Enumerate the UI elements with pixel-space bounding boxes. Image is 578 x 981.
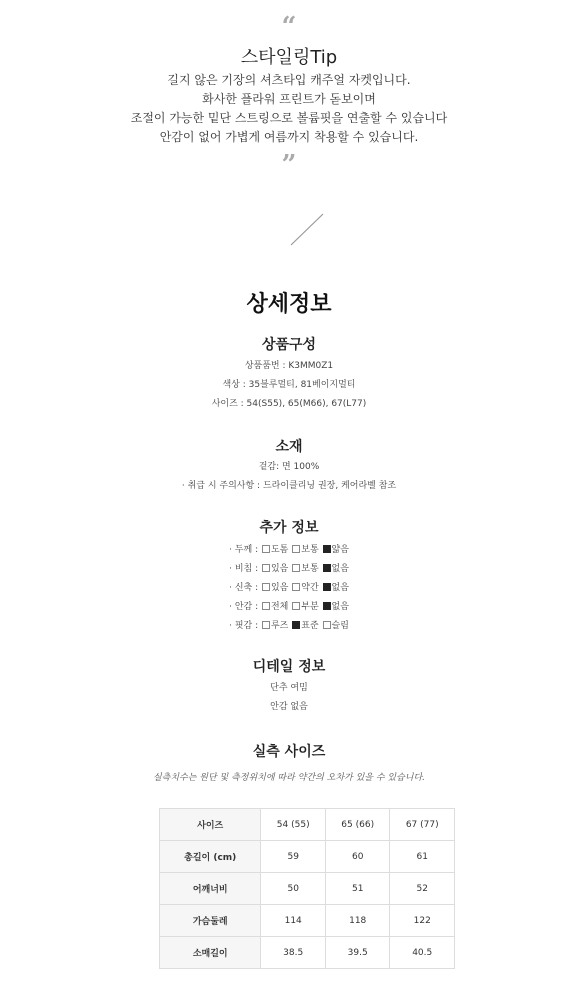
unchecked-box-icon [262,545,270,553]
unchecked-box-icon [292,564,300,572]
table-cell: 50 [261,873,326,905]
extra-info-option: 루즈 [270,621,289,631]
detail-info-line: 단추 여밈 [270,683,308,693]
extra-info-option: 없음 [331,602,349,612]
extra-info-row [0,560,578,579]
composition-line: 색상 : 35블루멀티, 81베이지멀티 [222,380,356,390]
table-cell: 39.5 [325,937,390,969]
extra-info-option: 부분 [301,602,319,612]
extra-info-option: 전체 [270,602,289,612]
unchecked-box-icon [323,621,331,629]
unchecked-box-icon [292,545,300,553]
material-line: 겉감: 면 100% [258,462,320,472]
table-cell: 114 [261,905,326,937]
measure-title: 실측 사이즈 [252,744,326,760]
tip-line: 안감이 없어 가볍게 여름까지 착용할 수 있습니다. [159,130,419,144]
measure-note: 실측치수는 원단 및 측정위치에 따라 약간의 오차가 있을 수 있습니다. [152,773,426,783]
extra-info-option: 얇음 [331,545,349,555]
detail-info-title: 디테일 정보 [252,659,326,675]
extra-info-option: 있음 [270,583,289,593]
extra-info-label: · 두께 : [229,545,259,555]
extra-info-option: 슬림 [331,621,349,631]
tip-line: 길지 않은 기장의 셔츠타입 캐주얼 자켓입니다. [167,73,411,87]
checked-box-icon [323,583,331,591]
tip-description [0,71,578,147]
extra-info-option: 도톰 [270,545,289,555]
unchecked-box-icon [292,583,300,591]
extra-info-option: 표준 [301,621,319,631]
table-header-cell: 사이즈 [160,809,261,841]
unchecked-box-icon [292,602,300,610]
composition-line: 상품품번 : K3MM0Z1 [244,361,334,371]
open-quote-icon: “ [281,12,297,42]
extra-info-option: 있음 [270,564,289,574]
table-cell: 40.5 [390,937,455,969]
table-cell: 118 [325,905,390,937]
unchecked-box-icon [262,621,270,629]
table-cell: 38.5 [261,937,326,969]
table-row-label: 가슴둘레 [160,905,261,937]
table-row-label: 소매길이 [160,937,261,969]
checked-box-icon [292,621,300,629]
extra-info-list [0,541,578,636]
extra-info-option: 없음 [331,564,349,574]
table-row [160,905,455,937]
composition-title: 상품구성 [261,337,317,353]
table-cell: 59 [261,841,326,873]
material-line: · 취급 시 주의사항 : 드라이클리닝 권장, 케어라벨 참조 [181,481,397,491]
table-cell: 61 [390,841,455,873]
table-cell: 52 [390,873,455,905]
checked-box-icon [323,602,331,610]
extra-info-label: · 신축 : [229,583,259,593]
tip-title: 스타일링Tip [240,47,338,68]
tip-line: 조절이 가능한 밑단 스트링으로 볼륨핏을 연출할 수 있습니다 [130,111,448,125]
size-table [159,808,455,969]
extra-info-label: · 핏감 : [229,621,259,631]
table-cell: 60 [325,841,390,873]
extra-info-option: 보통 [301,545,319,555]
checked-box-icon [323,545,331,553]
table-row-label: 총길이 (cm) [160,841,261,873]
material-title: 소재 [275,439,303,455]
extra-info-option: 보통 [301,564,319,574]
table-row [160,937,455,969]
detail-info-line: 안감 없음 [270,702,308,712]
extra-info-row [0,617,578,636]
checked-box-icon [323,564,331,572]
extra-info-row [0,579,578,598]
extra-info-option: 없음 [331,583,349,593]
table-row-label: 어깨너비 [160,873,261,905]
table-cell: 122 [390,905,455,937]
unchecked-box-icon [262,602,270,610]
table-header-cell: 65 (66) [325,809,390,841]
extra-info-row [0,598,578,617]
extra-info-row [0,541,578,560]
extra-info-label: · 안감 : [229,602,259,612]
table-row [160,841,455,873]
table-header-row [160,809,455,841]
composition-line: 사이즈 : 54(S55), 65(M66), 67(L77) [211,399,367,409]
tip-line: 화사한 플라워 프린트가 돋보이며 [202,92,376,106]
table-cell: 51 [325,873,390,905]
table-header-cell: 67 (77) [390,809,455,841]
detail-title: 상세정보 [246,292,332,317]
extra-info-option: 약간 [301,583,319,593]
table-row [160,873,455,905]
extra-info-label: · 비침 : [229,564,259,574]
table-header-cell: 54 (55) [261,809,326,841]
close-quote-icon: ” [281,150,297,180]
extra-info-title: 추가 정보 [259,520,319,536]
unchecked-box-icon [262,564,270,572]
slash-divider [288,212,326,248]
unchecked-box-icon [262,583,270,591]
